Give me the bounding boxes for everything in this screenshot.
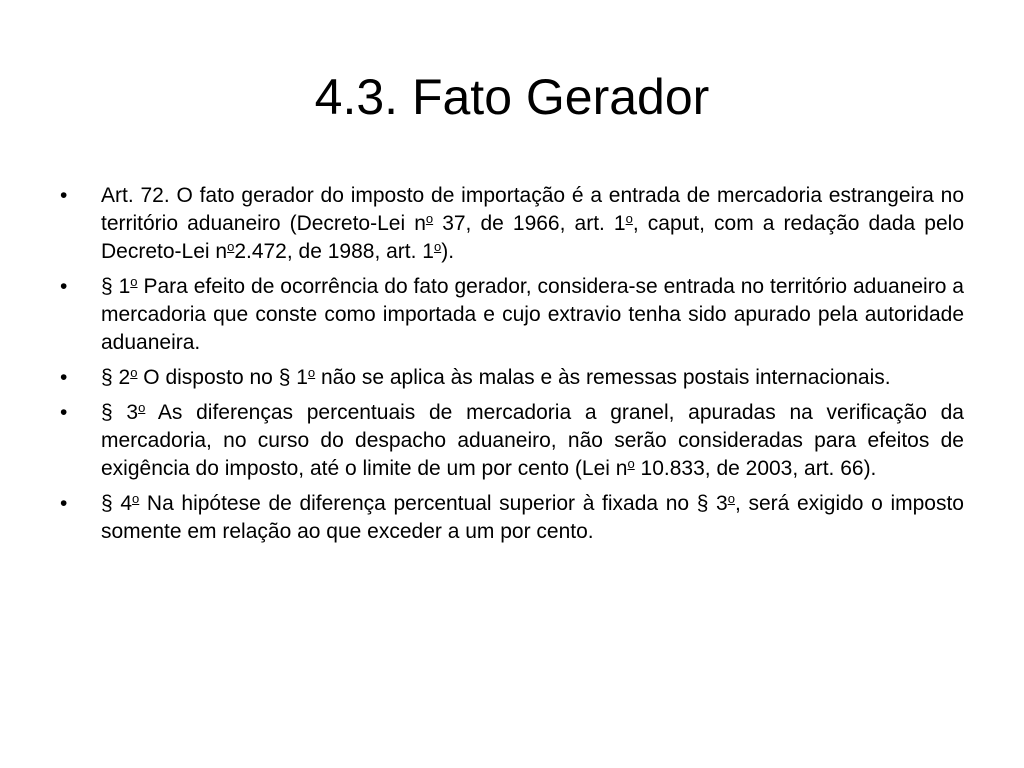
ordinal-marker: o	[130, 273, 138, 289]
bullet-dot-icon: •	[60, 492, 68, 515]
text-run: Art. 72. O fato gerador do imposto de importação é a entrada de mercadoria estrangeira no território aduaneiro (Decreto-Lei n	[101, 184, 964, 235]
text-run: , caput, com a redação dada pelo Decreto-Lei n	[101, 212, 964, 263]
bullet-item	[60, 364, 964, 392]
text-run: § 1	[101, 275, 131, 298]
ordinal-marker: o	[307, 364, 316, 380]
ordinal-marker: o	[138, 399, 146, 415]
bullet-text	[101, 401, 964, 480]
ordinal-marker: o	[130, 364, 138, 380]
bullet-text	[101, 366, 891, 389]
bullet-dot-icon: •	[60, 401, 68, 424]
ordinal-marker: o	[433, 238, 442, 254]
text-run: 37, de 1966, art. 1	[433, 212, 626, 235]
bullet-item	[60, 490, 964, 546]
text-run: § 4	[101, 492, 133, 515]
ordinal-marker: o	[625, 210, 633, 226]
text-run: 10.833, de 2003, art. 66).	[634, 457, 877, 480]
text-run: não se aplica às malas e às remessas postais internacionais.	[315, 366, 891, 389]
ordinal-marker: o	[227, 238, 235, 254]
bullet-dot-icon: •	[60, 366, 68, 389]
ordinal-marker: o	[727, 490, 735, 506]
ordinal-marker: o	[627, 455, 635, 471]
ordinal-marker: o	[425, 210, 434, 226]
text-run: Para efeito de ocorrência do fato gerador, considera-se entrada no território aduaneiro a mercadoria que conste como importada e cujo extravio tenha sido apurado pela autoridade aduaneira.	[101, 275, 964, 354]
ordinal-marker: o	[132, 490, 140, 506]
text-run: § 2	[101, 366, 131, 389]
bullet-text	[101, 275, 964, 354]
text-run: Na hipótese de diferença percentual superior à fixada no § 3	[139, 492, 728, 515]
slide-title: 4.3. Fato Gerador	[314, 69, 710, 125]
bullet-item	[60, 399, 964, 483]
text-run: O disposto no § 1	[137, 366, 308, 389]
bullet-dot-icon: •	[60, 275, 68, 298]
text-run: As diferenças percentuais de mercadoria a granel, apuradas na verificação da mercadoria, no curso do despacho aduaneiro, não serão consideradas para efeitos de exigência do imposto, até o limite de um por cento (Lei n	[101, 401, 964, 480]
text-run: , será exigido o imposto somente em relação ao que exceder a um por cento.	[101, 492, 964, 543]
bullet-item	[60, 182, 964, 266]
text-run: § 3	[101, 401, 139, 424]
bullet-text	[101, 184, 964, 263]
bullet-text	[101, 492, 964, 543]
text-run: 2.472, de 1988, art. 1	[234, 240, 434, 263]
bullet-dot-icon: •	[60, 184, 68, 207]
bullet-item	[60, 273, 964, 357]
text-run: ).	[441, 240, 455, 263]
bullet-list	[60, 182, 964, 553]
